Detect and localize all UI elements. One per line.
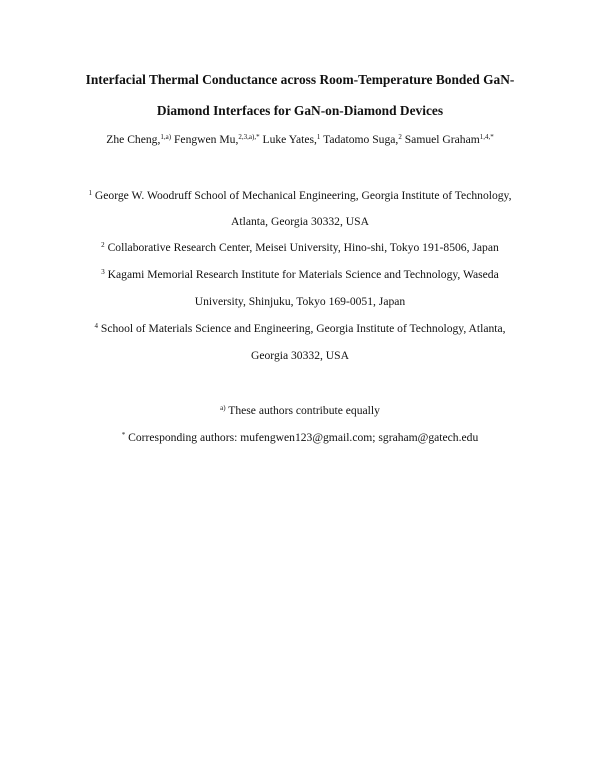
author-name: Fengwen Mu, (173, 133, 239, 146)
corresponding-author-note (0, 431, 600, 445)
affiliation-text: Collaborative Research Center, Meisei University, Hino-shi, Tokyo 191-8506, Japan (107, 241, 499, 254)
affiliation-4-line-2: Georgia 30332, USA (250, 349, 349, 362)
affiliation-mark: 2 (101, 241, 105, 249)
affiliation-4-line-1 (0, 322, 600, 336)
author-name: Samuel Graham (404, 133, 480, 146)
affiliation-mark: 1 (88, 189, 92, 197)
title-line-2: Diamond Interfaces for GaN-on-Diamond Devices (156, 103, 444, 118)
affiliation-2-line-1 (0, 241, 600, 255)
author-affiliation-mark: 2,3,a),* (238, 133, 260, 141)
affiliation-3-line-1 (0, 268, 600, 282)
affiliation-1-line-1 (0, 189, 600, 203)
equal-contribution-text: These authors contribute equally (228, 404, 380, 417)
author-name: Tadatomo Suga, (323, 133, 399, 146)
author-affiliation-mark: 1,a) (160, 133, 172, 141)
corresponding-author-mark: * (121, 431, 126, 439)
author-name: Luke Yates, (262, 133, 317, 146)
author-affiliation-mark: 1 (316, 133, 321, 141)
affiliation-3-line-2: University, Shinjuku, Tokyo 169-0051, Japan (194, 295, 406, 308)
equal-contribution-mark: a) (220, 404, 226, 412)
author-list (0, 133, 600, 147)
affiliation-text: Kagami Memorial Research Institute for Materials Science and Technology, Waseda (107, 268, 499, 281)
affiliation-text: George W. Woodruff School of Mechanical Engineering, Georgia Institute of Technology, (94, 189, 512, 202)
title-line-1: Interfacial Thermal Conductance across Room-Temperature Bonded GaN- (85, 72, 515, 87)
affiliation-1-line-2: Atlanta, Georgia 30332, USA (231, 215, 369, 228)
affiliation-mark: 3 (101, 268, 105, 276)
author-affiliation-mark: 2 (398, 133, 402, 141)
equal-contribution-note (0, 404, 600, 418)
author-name: Zhe Cheng, (106, 133, 161, 146)
affiliation-text: School of Materials Science and Engineering, Georgia Institute of Technology, Atlanta, (100, 322, 506, 335)
corresponding-author-text: Corresponding authors: mufengwen123@gmail.com; sgraham@gatech.edu (128, 431, 479, 444)
affiliation-mark: 4 (94, 322, 98, 330)
author-affiliation-mark: 1,4,* (479, 133, 494, 141)
